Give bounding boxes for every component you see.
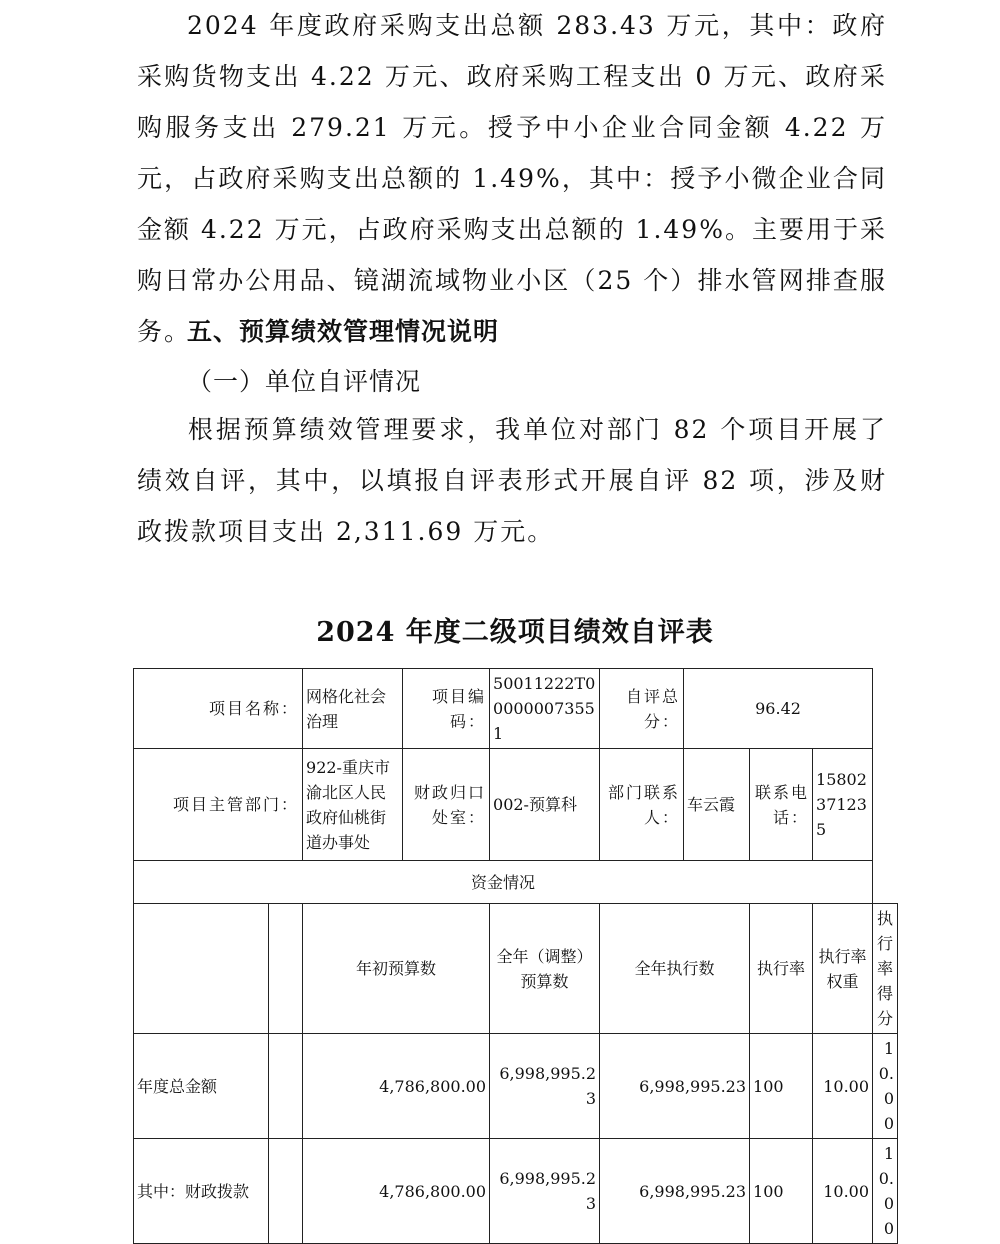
table-row	[134, 861, 898, 904]
finance-office-label: 财政归口处室：	[403, 749, 490, 861]
finance-office-value: 002-预算科	[490, 749, 600, 861]
col-executed: 全年执行数	[600, 904, 750, 1034]
procurement-paragraph	[137, 0, 887, 357]
initial-budget-cell: 4,786,800.00	[303, 1034, 490, 1139]
sub-heading: （一）单位自评情况	[187, 367, 422, 396]
funds-heading: 资金情况	[134, 861, 873, 904]
blank-cell	[269, 1034, 303, 1139]
department-label: 项目主管部门：	[134, 749, 303, 861]
col-initial-budget: 年初预算数	[303, 904, 490, 1034]
self-eval-text: 根据预算绩效管理要求，我单位对部门 82 个项目开展了绩效自评，其中，以填报自评表形式开展自评 82 项，涉及财政拨款项目支出 2,311.69 万元。	[137, 415, 887, 546]
contact-person-label: 部门联系人：	[600, 749, 684, 861]
header-blank	[134, 904, 269, 1034]
table-header-row	[134, 904, 898, 1034]
weight-cell: 10.00	[813, 1034, 873, 1139]
executed-cell: 6,998,995.23	[600, 1139, 750, 1244]
col-adjusted-budget: 全年（调整）预算数	[490, 904, 600, 1034]
rate-cell: 100	[750, 1034, 813, 1139]
adjusted-budget-cell: 6,998,995.23	[490, 1034, 600, 1139]
project-code-label: 项目编码：	[403, 669, 490, 749]
score-cell: 10.00	[873, 1139, 898, 1244]
adjusted-budget-cell: 6,998,995.23	[490, 1139, 600, 1244]
procurement-text: 2024 年度政府采购支出总额 283.43 万元，其中：政府采购货物支出 4.22 万元、政府采购工程支出 0 万元、政府采购服务支出 279.21 万元。授予中小企业合同金额 4.22 万元，占政府采购支出总额的 1.49%，其中：授予小微企业合同金额 4.22 万元，占政府采购支出总额的 1.49%。主要用于采购日常办公用品、镜湖流域物业小区（25 个）排水管网排查服务。	[137, 11, 887, 346]
weight-cell: 10.00	[813, 1139, 873, 1244]
section-heading: 五、预算绩效管理情况说明	[187, 317, 500, 346]
project-code-value: 50011222T000000073551	[490, 669, 600, 749]
department-value: 922-重庆市渝北区人民政府仙桃街道办事处	[303, 749, 403, 861]
col-score: 执行率得分	[873, 904, 898, 1034]
performance-table	[133, 668, 898, 1244]
blank-cell	[269, 1139, 303, 1244]
self-eval-paragraph	[137, 404, 887, 557]
initial-budget-cell: 4,786,800.00	[303, 1139, 490, 1244]
phone-label: 联系电话：	[750, 749, 813, 861]
project-name-label: 项目名称：	[134, 669, 303, 749]
table-row	[134, 749, 898, 861]
executed-cell: 6,998,995.23	[600, 1034, 750, 1139]
project-name-value: 网格化社会治理	[303, 669, 403, 749]
score-cell: 10.00	[873, 1034, 898, 1139]
table-row	[134, 1139, 898, 1244]
rate-cell: 100	[750, 1139, 813, 1244]
table-title: 2024 年度二级项目绩效自评表	[316, 617, 714, 648]
self-score-value: 96.42	[684, 669, 873, 749]
col-rate: 执行率	[750, 904, 813, 1034]
header-blank	[269, 904, 303, 1034]
contact-person-value: 车云霞	[684, 749, 750, 861]
row-label: 年度总金额	[134, 1034, 269, 1139]
table-row	[134, 1034, 898, 1139]
self-score-label: 自评总分：	[600, 669, 684, 749]
row-label: 其中：财政拨款	[134, 1139, 269, 1244]
col-weight: 执行率权重	[813, 904, 873, 1034]
table-row	[134, 669, 898, 749]
phone-value: 15802371235	[813, 749, 873, 861]
